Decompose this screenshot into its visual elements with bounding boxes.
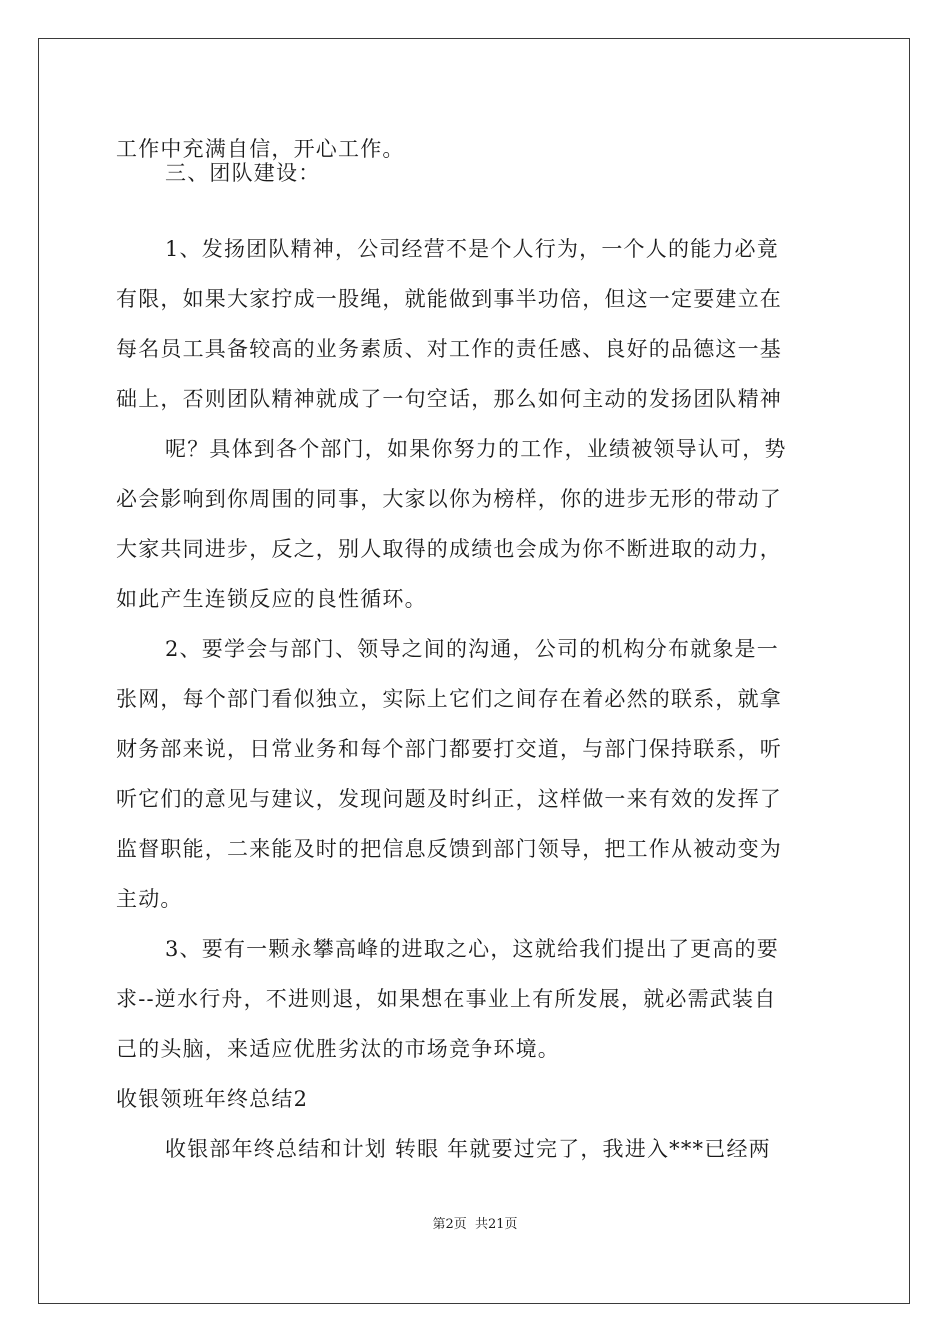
body-line: 呢？具体到各个部门，如果你努力的工作，业绩被领导认可，势 <box>165 437 787 461</box>
body-line: 如此产生连锁反应的良性循环。 <box>116 587 427 611</box>
body-line: 听它们的意见与建议，发现问题及时纠正，这样做一来有效的发挥了 <box>116 787 782 811</box>
body-line: 收银部年终总结和计划 转眼 年就要过完了，我进入***已经两 <box>165 1137 771 1161</box>
body-line: 求--逆水行舟，不进则退，如果想在事业上有所发展，就必需武装自 <box>116 987 777 1011</box>
body-line: 张网，每个部门看似独立，实际上它们之间存在着必然的联系，就拿 <box>116 687 782 711</box>
body-line: 财务部来说，日常业务和每个部门都要打交道，与部门保持联系，听 <box>116 737 782 761</box>
page-number: 第2页 <box>432 1217 467 1232</box>
page-border <box>38 38 910 1304</box>
document-subtitle: 收银领班年终总结2 <box>116 1087 309 1111</box>
body-line: 2、要学会与部门、领导之间的沟通，公司的机构分布就象是一 <box>165 637 779 661</box>
body-line: 必会影响到你周围的同事，大家以你为榜样，你的进步无形的带动了 <box>116 487 782 511</box>
section-heading: 三、团队建设： <box>165 161 321 185</box>
body-line: 主动。 <box>116 887 183 911</box>
page-footer <box>0 1216 950 1234</box>
body-line: 1、发扬团队精神，公司经营不是个人行为，一个人的能力必竟 <box>165 237 779 261</box>
body-line: 3、要有一颗永攀高峰的进取之心，这就给我们提出了更高的要 <box>165 937 779 961</box>
body-line: 础上，否则团队精神就成了一句空话，那么如何主动的发扬团队精神 <box>116 387 782 411</box>
body-line: 有限，如果大家拧成一股绳，就能做到事半功倍，但这一定要建立在 <box>116 287 782 311</box>
page-total: 共21页 <box>474 1217 518 1232</box>
body-line: 大家共同进步，反之，别人取得的成绩也会成为你不断进取的动力， <box>116 537 782 561</box>
body-line: 己的头脑，来适应优胜劣汰的市场竞争环境。 <box>116 1037 560 1061</box>
body-line: 工作中充满自信，开心工作。 <box>116 137 405 161</box>
body-line: 每名员工具备较高的业务素质、对工作的责任感、良好的品德这一基 <box>116 337 782 361</box>
body-line: 监督职能，二来能及时的把信息反馈到部门领导，把工作从被动变为 <box>116 837 782 861</box>
